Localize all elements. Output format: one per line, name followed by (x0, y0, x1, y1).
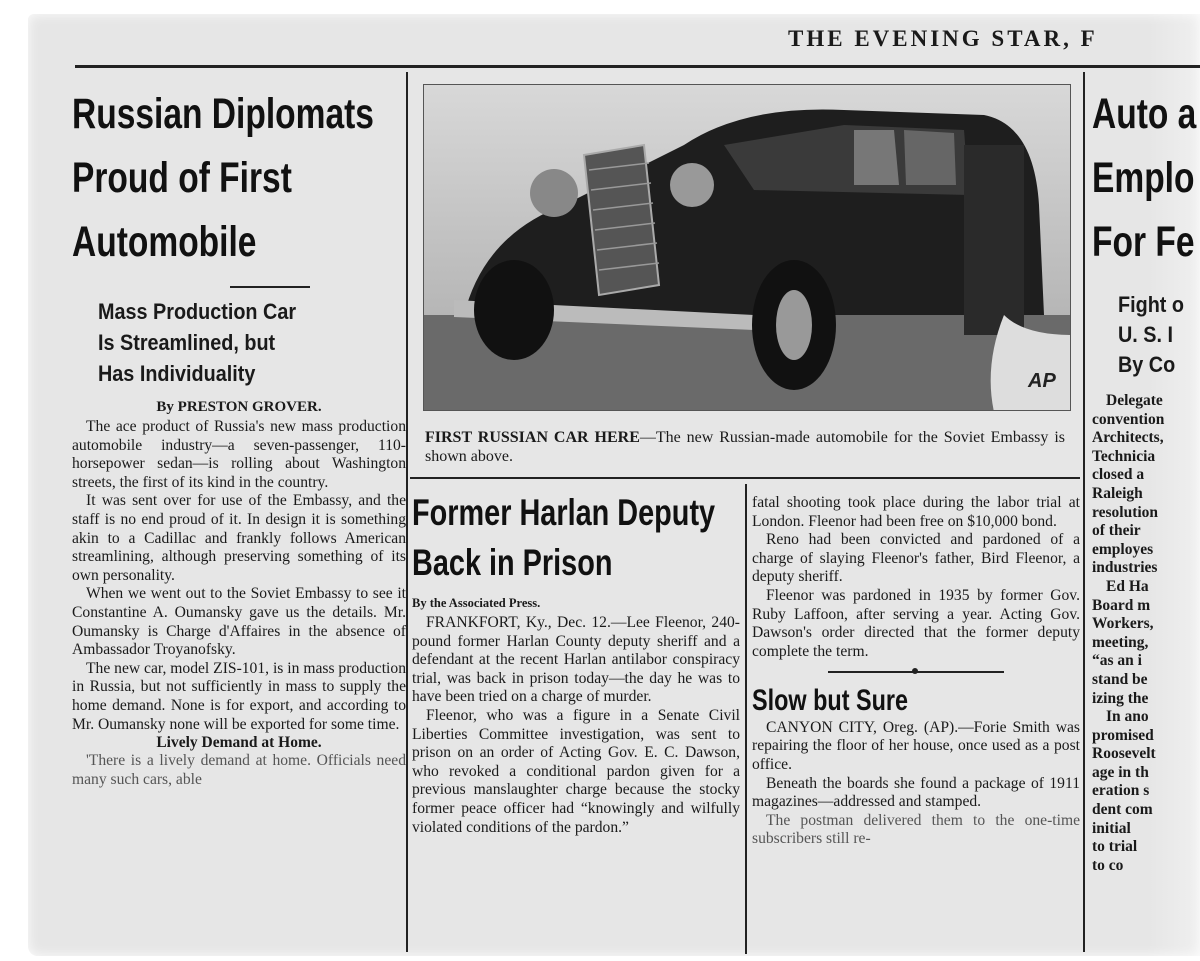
paragraph: 'There is a lively demand at home. Officials need many such cars, able (72, 752, 406, 788)
byline: By PRESTON GROVER. (156, 399, 322, 415)
photo-caption (425, 428, 1065, 466)
subheading: Lively Demand at Home. (156, 734, 322, 752)
text-line: Roosevelt (1092, 745, 1156, 763)
text-line: age in th (1092, 763, 1149, 781)
text-line: stand be (1092, 670, 1148, 688)
paragraph: FRANKFORT, Ky., Dec. 12.—Lee Fleenor, 240-pound former Harlan County deputy sheriff and a defendant at the recent Harlan antilabor conspiracy trial, was back in prison today—the day he was to have been tried on a charge of murder. (412, 614, 740, 706)
text-line: promised (1092, 726, 1154, 744)
masthead: THE EVENING STAR, F (788, 26, 1098, 51)
deck: Mass Production Car Is Streamlined, but Has Individuality (98, 299, 297, 386)
article-harlan-deputy (412, 488, 740, 953)
caption-rule (410, 477, 1080, 479)
text-line: Workers, (1092, 615, 1154, 633)
car-illustration (424, 85, 1071, 411)
ap-credit: AP (1028, 370, 1056, 392)
column-divider (406, 72, 408, 952)
text-line: meeting, (1092, 633, 1149, 651)
text-line: Delegate (1106, 392, 1163, 409)
text-line: closed a (1092, 466, 1145, 484)
text-line: initial (1092, 819, 1131, 837)
article-cut-off (1092, 82, 1200, 952)
article-continuation (752, 494, 1080, 952)
paragraph: Fleenor, who was a figure in a Senate Civil Liberties Committee investigation, was sent to prison on an order of Acting Gov. E. C. Dawson, who revoked a conditional pardon given for a previous manslaughter charge because the stocky former peace officer had “knowingly and wilfully violated conditions of the pardon.” (412, 706, 740, 836)
text-line: Board m (1092, 596, 1151, 614)
cut-off-text (1092, 392, 1200, 875)
paragraph: fatal shooting took place during the labor trial at London. Fleenor had been free on $10,000 bond. (752, 494, 1080, 530)
caption-text: —The new Russian-made automobile for the Soviet Embassy is shown above. (425, 429, 1065, 465)
paragraph: Fleenor was pardoned in 1935 by former Gov. Ruby Laffoon, after serving a year. Acting Gov. Dawson's order directed that the former deputy complete the term. (752, 586, 1080, 660)
deck: Fight o U. S. I By Co (1118, 292, 1184, 377)
text-line: convention (1092, 410, 1165, 428)
text-line: of their (1092, 522, 1141, 540)
text-line: “as an i (1092, 652, 1142, 670)
text-line: Raleigh (1092, 484, 1143, 502)
paragraph: The ace product of Russia's new mass production automobile industry—a seven-passenger, 110-horsepower sedan—is rolling about Washington streets, the first of its kind in the country. (72, 418, 406, 491)
paragraph: Beneath the boards she found a package of 1911 magazines—addressed and stamped. (752, 774, 1080, 811)
text-line: eration s (1092, 782, 1150, 800)
paragraph: When we went out to the Soviet Embassy to see it Constantine A. Oumansky gave us the details. Mr. Oumansky is Charge d'Affaires in the absence of Ambassador Troyanofsky. (72, 585, 406, 659)
text-line: industries (1092, 559, 1158, 577)
divider (230, 286, 310, 288)
text-line: employes (1092, 540, 1154, 558)
text-line: Ed Ha (1106, 577, 1149, 595)
top-rule (75, 65, 1200, 68)
text-line: dent com (1092, 801, 1153, 819)
caption-lead: FIRST RUSSIAN CAR HERE (425, 429, 640, 446)
text-line: to trial (1092, 838, 1138, 856)
article-russian-diplomats (72, 82, 406, 952)
headline: Auto a Emplo For Fe (1092, 90, 1197, 266)
paragraph: It was sent over for use of the Embassy, and the staff is no end proud of it. In design it is something akin to a Cadillac and frankly follows American streamlining, although preserving something of its own personality. (72, 492, 406, 584)
car-photo (423, 84, 1071, 411)
text-line: izing the (1092, 689, 1149, 707)
text-line: In ano (1106, 708, 1149, 726)
text-line: to co (1092, 856, 1124, 874)
dot-divider (828, 671, 1004, 673)
column-divider (745, 484, 747, 954)
column-divider (1083, 72, 1085, 952)
headline: Former Harlan Deputy Back in Prison (412, 492, 716, 583)
paragraph: CANYON CITY, Oreg. (AP).—Forie Smith was repairing the floor of her house, once used as a post office. (752, 718, 1080, 774)
headline: Russian Diplomats Proud of First Automobile (72, 90, 374, 266)
paragraph: The postman delivered them to the one-time subscribers still re- (752, 811, 1080, 848)
byline: By the Associated Press. (412, 596, 541, 610)
text-line: Technicia (1092, 447, 1156, 465)
paragraph: Reno had been convicted and pardoned of a charge of slaying Fleenor's father, Bird Fleenor, a deputy sheriff. (752, 531, 1080, 586)
headline: Slow but Sure (752, 683, 909, 717)
text-line: resolution (1092, 503, 1159, 521)
text-line: Architects, (1092, 429, 1164, 447)
paragraph: The new car, model ZIS-101, is in mass production in Russia, but not sufficiently in mass to supply the home demand. None is for export, and according to Mr. Oumansky none will be exported for some time. (72, 659, 406, 733)
